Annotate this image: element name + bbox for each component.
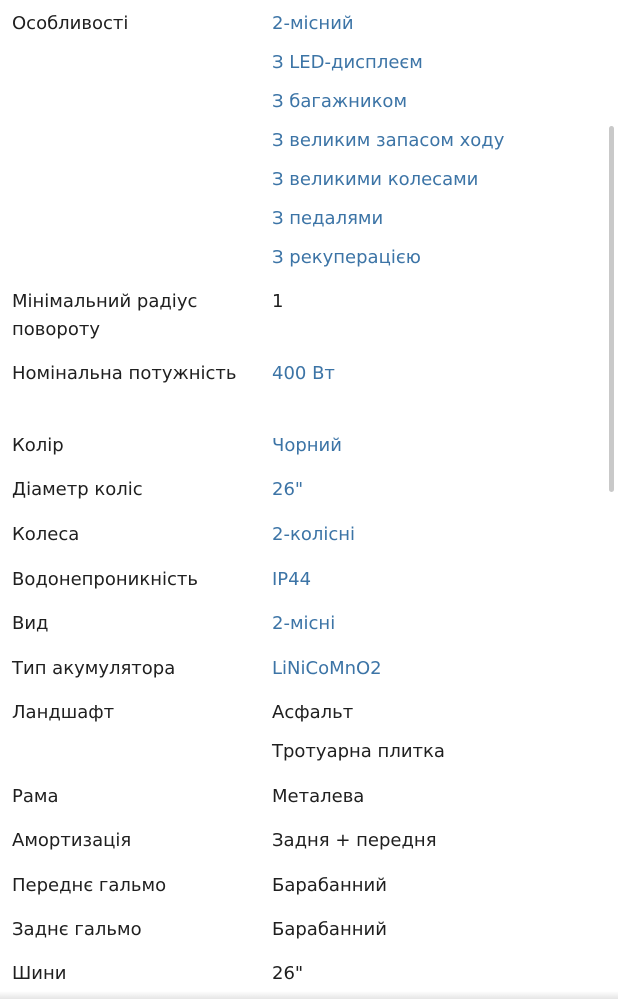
spec-label: Водонепроникність [12, 569, 198, 590]
spec-values [272, 10, 618, 272]
spec-value-link[interactable]: З багажником [272, 91, 408, 112]
spec-value-link[interactable]: З педалями [272, 208, 384, 229]
spec-value: 1 [272, 291, 284, 312]
spec-label: Шини [12, 963, 67, 984]
spec-value: Барабанний [272, 875, 387, 896]
spec-label: Мінімальний радіус повороту [12, 291, 198, 340]
spec-row [0, 432, 618, 460]
spec-row [0, 566, 618, 594]
spec-value-link[interactable]: З рекуперацією [272, 247, 421, 268]
spec-label: Особливості [12, 13, 129, 34]
spec-row [0, 916, 618, 944]
spec-value-link[interactable]: З LED-дисплеєм [272, 52, 423, 73]
spec-value: Металева [272, 786, 365, 807]
spec-row [0, 827, 618, 855]
spec-row [0, 288, 618, 344]
spec-values [272, 360, 618, 388]
spec-label: Колеса [12, 524, 80, 545]
spec-values [272, 872, 618, 900]
spec-row [0, 783, 618, 811]
spec-row [0, 10, 618, 272]
spec-label: Амортизація [12, 830, 132, 851]
spec-value: Тротуарна плитка [272, 741, 445, 762]
spec-row [0, 872, 618, 900]
spec-row [0, 699, 618, 766]
spec-row [0, 960, 618, 988]
spec-values [272, 432, 618, 460]
spec-value: Асфальт [272, 702, 354, 723]
spec-value: Задня + передня [272, 830, 437, 851]
spec-label: Колір [12, 435, 64, 456]
spec-value: Барабанний [272, 919, 387, 940]
spec-label: Рама [12, 786, 59, 807]
bottom-shadow [0, 991, 618, 999]
spec-values [272, 288, 618, 316]
spec-value-link[interactable]: З великим запасом ходу [272, 130, 505, 151]
spec-values [272, 521, 618, 549]
spec-values [272, 610, 618, 638]
spec-value-link[interactable]: 2-місний [272, 13, 354, 34]
spec-value-link[interactable]: LiNiCoMnO2 [272, 658, 382, 679]
spec-label: Переднє гальмо [12, 875, 167, 896]
spec-label: Ландшафт [12, 702, 115, 723]
spec-value-link[interactable]: IP44 [272, 569, 312, 590]
spec-values [272, 655, 618, 683]
spec-value-link[interactable]: Чорний [272, 435, 342, 456]
spec-values [272, 566, 618, 594]
spec-value-link[interactable]: З великими колесами [272, 169, 479, 190]
spec-values [272, 827, 618, 855]
spec-label: Вид [12, 613, 49, 634]
spec-label: Заднє гальмо [12, 919, 142, 940]
spec-value-link[interactable]: 2-колісні [272, 524, 356, 545]
spec-values [272, 960, 618, 988]
spec-label: Діаметр коліс [12, 479, 143, 500]
spec-row [0, 521, 618, 549]
spec-value-link[interactable]: 26" [272, 479, 304, 500]
spec-value-link[interactable]: 2-місні [272, 613, 336, 634]
spec-row [0, 476, 618, 504]
spec-label: Тип акумулятора [12, 658, 176, 679]
spec-row [0, 360, 618, 388]
spec-row [0, 610, 618, 638]
spec-label: Номінальна потужність [12, 363, 237, 384]
spec-values [272, 476, 618, 504]
spec-row [0, 655, 618, 683]
spec-values [272, 783, 618, 811]
spec-values [272, 916, 618, 944]
spec-values [272, 699, 618, 766]
scrollbar[interactable] [609, 126, 614, 492]
spec-value-link[interactable]: 400 Вт [272, 363, 335, 384]
spec-value: 26" [272, 963, 304, 984]
